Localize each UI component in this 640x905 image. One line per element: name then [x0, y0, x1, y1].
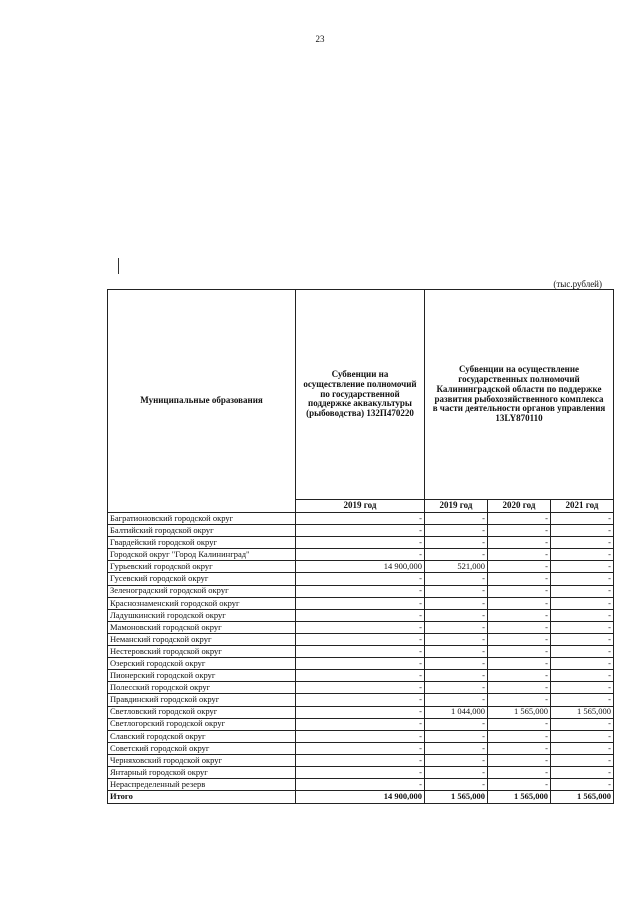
value-cell: - [488, 537, 551, 549]
value-cell: - [296, 633, 425, 645]
total-cell: 1 565,000 [488, 791, 551, 804]
table-row [108, 609, 614, 621]
value-cell: - [425, 573, 488, 585]
value-cell: - [296, 766, 425, 778]
municipality-name: Нераспределенный резерв [108, 779, 296, 791]
value-cell: - [296, 682, 425, 694]
value-cell: - [488, 513, 551, 525]
value-cell: - [425, 609, 488, 621]
table-row [108, 730, 614, 742]
value-cell: - [551, 585, 614, 597]
municipality-name: Нестеровский городской округ [108, 646, 296, 658]
total-cell: 14 900,000 [296, 791, 425, 804]
value-cell: - [551, 754, 614, 766]
table-row [108, 621, 614, 633]
municipality-name: Гурьевский городской округ [108, 561, 296, 573]
value-cell: - [488, 730, 551, 742]
value-cell: - [425, 537, 488, 549]
value-cell: - [425, 525, 488, 537]
value-cell: - [488, 754, 551, 766]
value-cell: - [551, 633, 614, 645]
value-cell: - [296, 597, 425, 609]
value-cell: - [296, 658, 425, 670]
value-cell: - [425, 766, 488, 778]
municipality-name: Полесский городской округ [108, 682, 296, 694]
municipality-name: Славский городской округ [108, 730, 296, 742]
value-cell: - [488, 525, 551, 537]
municipality-name: Мамоновский городской округ [108, 621, 296, 633]
value-cell: - [425, 597, 488, 609]
value-cell: - [551, 730, 614, 742]
value-cell: - [296, 670, 425, 682]
municipality-name: Пионерский городской округ [108, 670, 296, 682]
value-cell: - [425, 682, 488, 694]
table-body [108, 513, 614, 791]
value-cell: - [425, 754, 488, 766]
value-cell: - [425, 742, 488, 754]
value-cell: - [551, 537, 614, 549]
value-cell: - [425, 633, 488, 645]
value-cell: - [425, 658, 488, 670]
total-row [108, 791, 614, 804]
value-cell: - [488, 670, 551, 682]
value-cell: - [551, 694, 614, 706]
value-cell: 1 044,000 [425, 706, 488, 718]
value-cell: - [488, 609, 551, 621]
table-row [108, 718, 614, 730]
municipality-name: Светловский городской округ [108, 706, 296, 718]
value-cell: - [296, 730, 425, 742]
table-row [108, 742, 614, 754]
units-label: (тыс.рублей) [553, 279, 602, 289]
table-row [108, 525, 614, 537]
value-cell: - [488, 694, 551, 706]
value-cell: - [488, 585, 551, 597]
header-fishery: Субвенции на осуществление государственных полномочий Калининградской области по поддержке развития рыбохозяйственного комплекса в части деятельности органов управления 13LY870110 [425, 290, 614, 500]
value-cell: - [551, 561, 614, 573]
total-cell: 1 565,000 [425, 791, 488, 804]
municipality-name: Неманский городской округ [108, 633, 296, 645]
value-cell: - [296, 754, 425, 766]
municipality-name: Гусевский городской округ [108, 573, 296, 585]
value-cell: - [296, 621, 425, 633]
value-cell: - [296, 525, 425, 537]
value-cell: - [296, 779, 425, 791]
value-cell: 521,000 [425, 561, 488, 573]
table-row [108, 682, 614, 694]
municipality-name: Ладушкинский городской округ [108, 609, 296, 621]
value-cell: - [551, 646, 614, 658]
value-cell: - [551, 597, 614, 609]
municipality-name: Багратионовский городской округ [108, 513, 296, 525]
table-row [108, 706, 614, 718]
value-cell: - [551, 766, 614, 778]
value-cell: - [296, 549, 425, 561]
header-year: 2021 год [551, 500, 614, 513]
value-cell: - [296, 513, 425, 525]
municipality-name: Зеленоградский городской округ [108, 585, 296, 597]
value-cell: - [425, 646, 488, 658]
value-cell: - [551, 742, 614, 754]
value-cell: - [425, 621, 488, 633]
header-year: 2019 год [425, 500, 488, 513]
value-cell: - [551, 682, 614, 694]
total-label: Итого [108, 791, 296, 804]
value-cell: - [488, 682, 551, 694]
header-year: 2019 год [296, 500, 425, 513]
value-cell: - [425, 694, 488, 706]
value-cell: - [488, 766, 551, 778]
value-cell: - [296, 646, 425, 658]
table-row [108, 513, 614, 525]
value-cell: - [488, 573, 551, 585]
municipality-name: Советский городской округ [108, 742, 296, 754]
value-cell: - [425, 779, 488, 791]
value-cell: - [551, 525, 614, 537]
table-row [108, 646, 614, 658]
municipality-name: Янтарный городской округ [108, 766, 296, 778]
value-cell: - [488, 633, 551, 645]
value-cell: - [551, 549, 614, 561]
value-cell: 14 900,000 [296, 561, 425, 573]
table-row [108, 597, 614, 609]
value-cell: - [296, 609, 425, 621]
table-row [108, 670, 614, 682]
value-cell: - [551, 609, 614, 621]
value-cell: 1 565,000 [551, 706, 614, 718]
municipality-name: Балтийский городской округ [108, 525, 296, 537]
municipality-name: Черняховский городской округ [108, 754, 296, 766]
table-row [108, 754, 614, 766]
value-cell: - [551, 573, 614, 585]
value-cell: - [488, 718, 551, 730]
value-cell: - [425, 513, 488, 525]
value-cell: - [551, 513, 614, 525]
value-cell: - [425, 670, 488, 682]
value-cell: 1 565,000 [488, 706, 551, 718]
value-cell: - [551, 621, 614, 633]
value-cell: - [425, 730, 488, 742]
value-cell: - [488, 742, 551, 754]
table-row [108, 633, 614, 645]
municipality-name: Гвардейский городской округ [108, 537, 296, 549]
table-row [108, 561, 614, 573]
total-cell: 1 565,000 [551, 791, 614, 804]
value-cell: - [296, 742, 425, 754]
table-row [108, 585, 614, 597]
header-municipality: Муниципальные образования [108, 290, 296, 513]
value-cell: - [551, 718, 614, 730]
table-row [108, 537, 614, 549]
value-cell: - [488, 561, 551, 573]
value-cell: - [425, 585, 488, 597]
municipality-name: Краснознаменский городской округ [108, 597, 296, 609]
value-cell: - [488, 597, 551, 609]
value-cell: - [296, 694, 425, 706]
municipality-name: Правдинский городской округ [108, 694, 296, 706]
value-cell: - [551, 670, 614, 682]
value-cell: - [425, 718, 488, 730]
municipality-name: Светлогорский городской округ [108, 718, 296, 730]
header-year: 2020 год [488, 500, 551, 513]
value-cell: - [488, 658, 551, 670]
value-cell: - [551, 779, 614, 791]
value-cell: - [488, 779, 551, 791]
page-number: 23 [315, 34, 325, 44]
municipality-name: Озерский городской округ [108, 658, 296, 670]
subsidy-table [107, 289, 614, 804]
value-cell: - [296, 718, 425, 730]
margin-mark [118, 258, 119, 274]
header-aquaculture: Субвенции на осуществление полномочий по государственной поддержке аквакультуры (рыбоводства) 132П470220 [296, 290, 425, 500]
table-row [108, 658, 614, 670]
table-row [108, 779, 614, 791]
value-cell: - [488, 549, 551, 561]
municipality-name: Городской округ "Город Калининград" [108, 549, 296, 561]
table-row [108, 766, 614, 778]
value-cell: - [296, 573, 425, 585]
value-cell: - [551, 658, 614, 670]
value-cell: - [296, 585, 425, 597]
value-cell: - [425, 549, 488, 561]
table-row [108, 549, 614, 561]
value-cell: - [488, 621, 551, 633]
table-row [108, 573, 614, 585]
table-row [108, 694, 614, 706]
value-cell: - [488, 646, 551, 658]
value-cell: - [296, 706, 425, 718]
value-cell: - [296, 537, 425, 549]
